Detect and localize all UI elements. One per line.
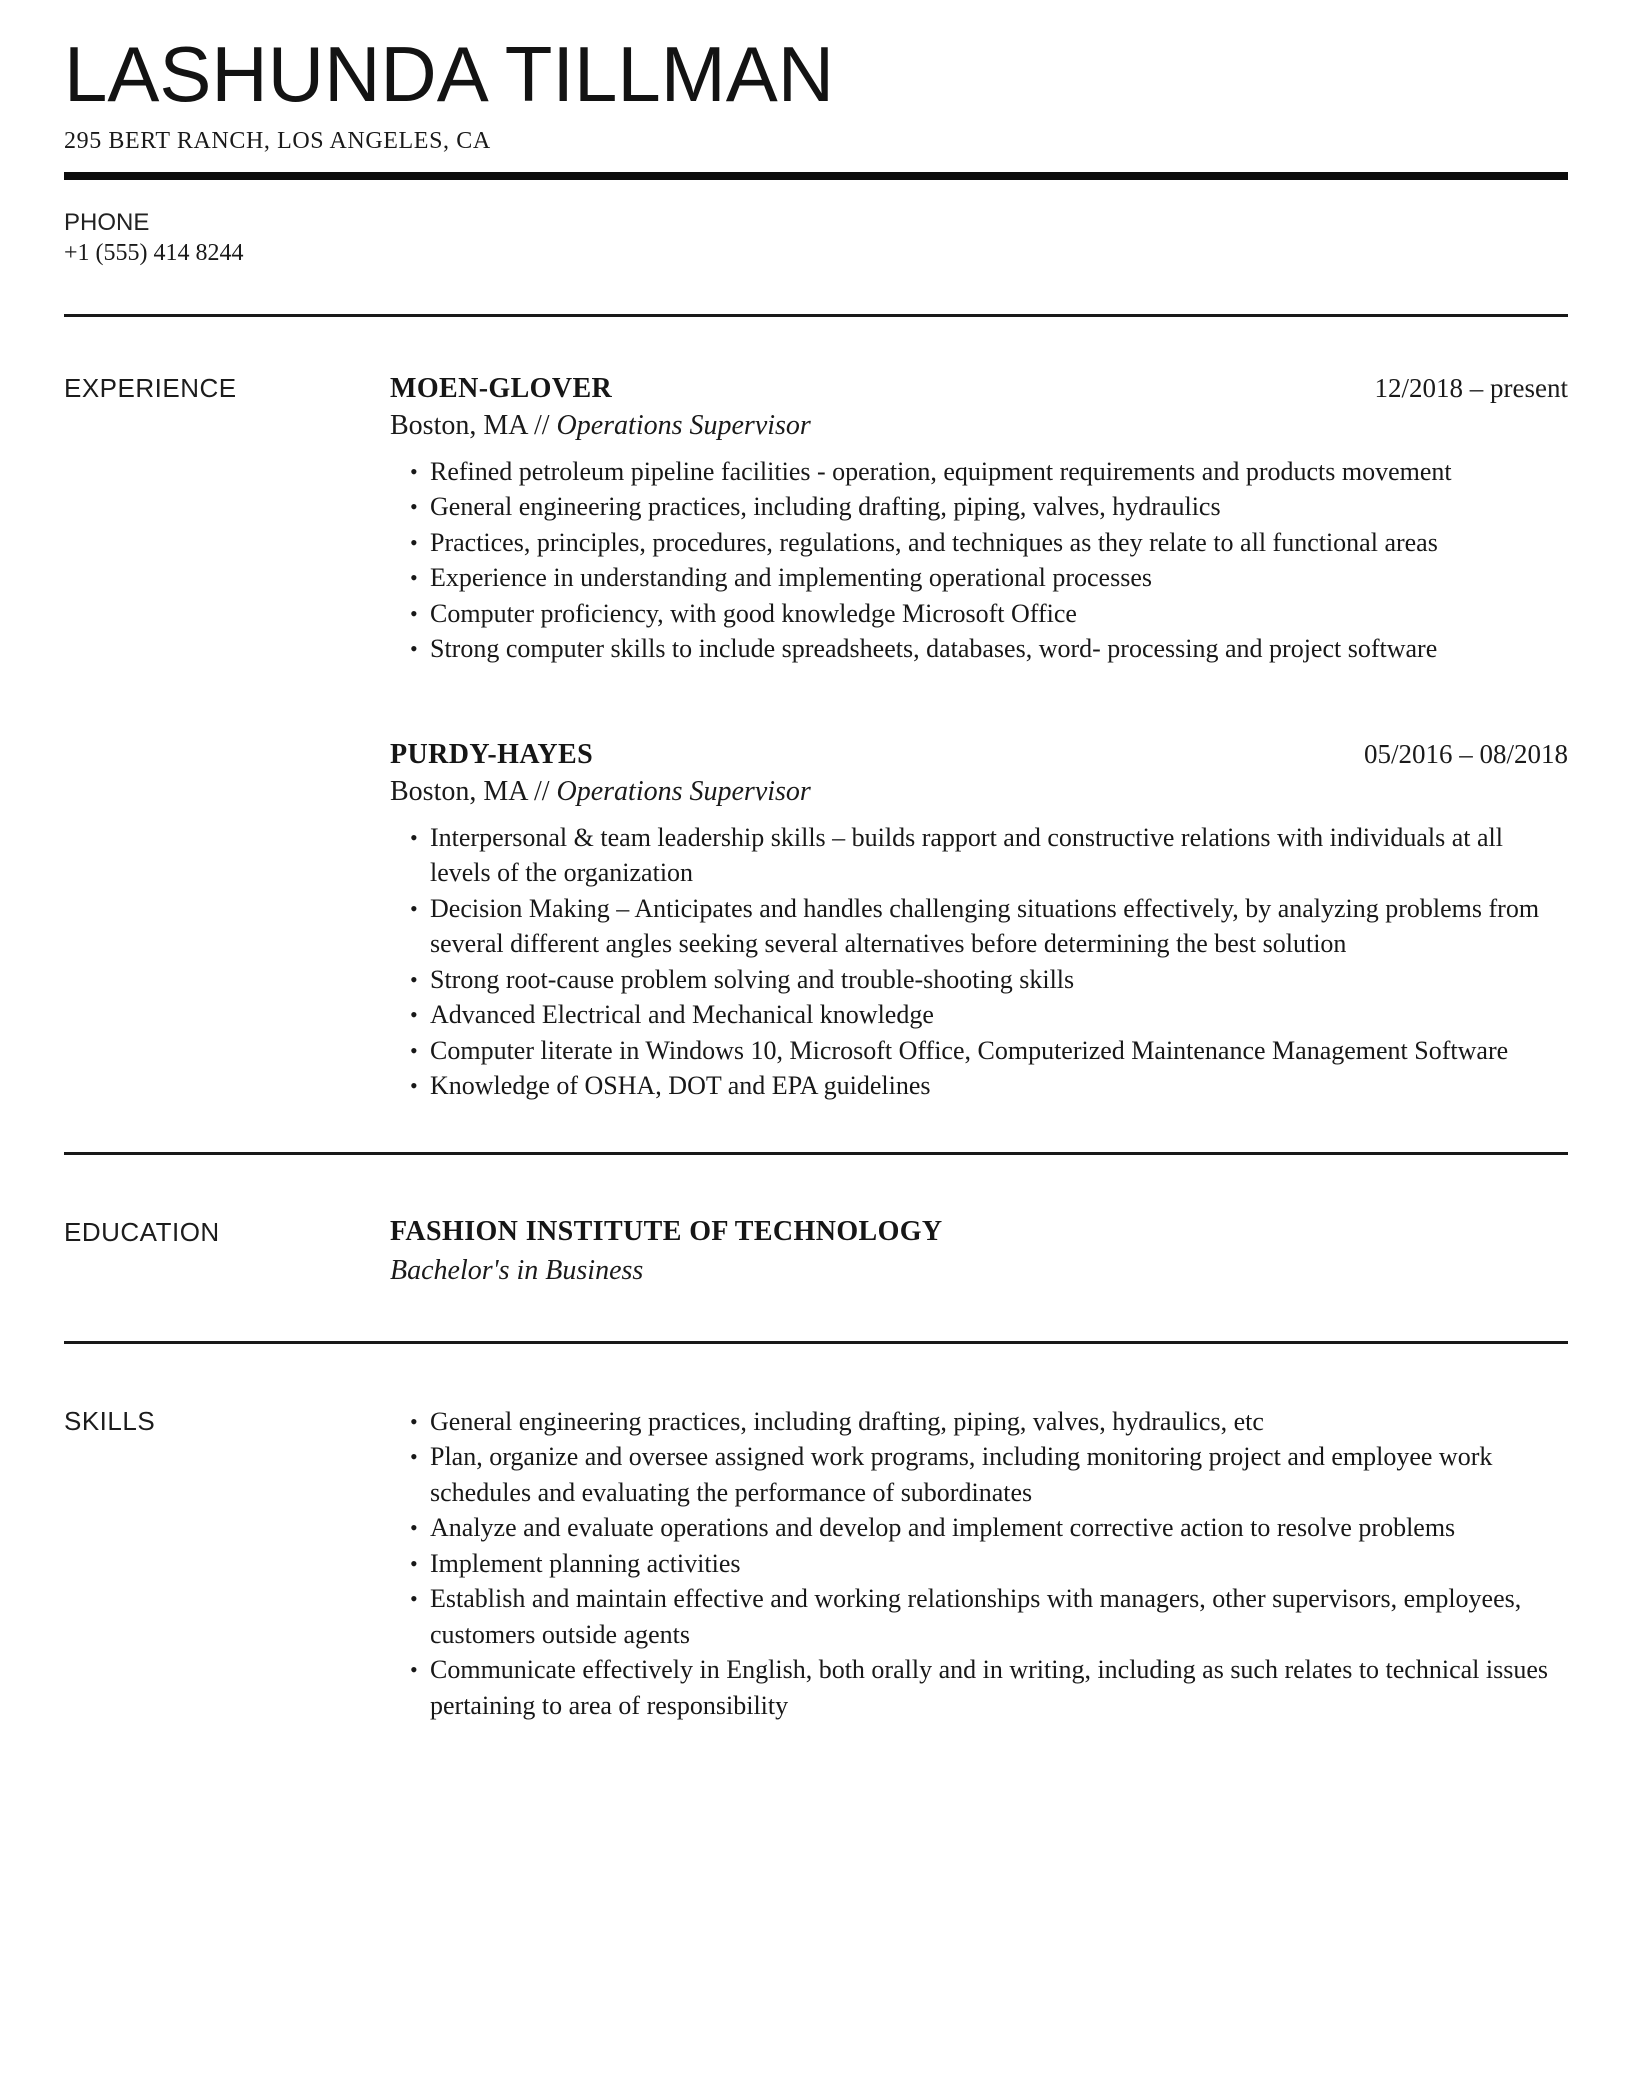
- job-separator: //: [533, 775, 550, 807]
- job-bullet-list: [390, 454, 1568, 667]
- education-section: [64, 1155, 1568, 1341]
- skills-section: [64, 1344, 1568, 1724]
- job-bullet-list: [390, 820, 1568, 1104]
- skills-bullet-list: [390, 1404, 1568, 1724]
- job-location: Boston, MA: [390, 775, 527, 807]
- bullet-item: • Computer literate in Windows 10, Microsoft Office, Computerized Maintenance Management Software: [390, 1033, 1568, 1069]
- job-subtitle: [390, 408, 1568, 444]
- skills-section-body: [390, 1404, 1568, 1724]
- job-role: Operations Supervisor: [556, 409, 811, 441]
- job-company: PURDY-HAYES: [390, 738, 594, 770]
- bullet-item: • Establish and maintain effective and working relationships with managers, other supervisors, employees, customers outside agents: [390, 1581, 1568, 1652]
- bullet-item: • Practices, principles, procedures, regulations, and techniques as they relate to all functional areas: [390, 525, 1568, 561]
- contact-block: [64, 208, 1568, 268]
- bullet-item: • Advanced Electrical and Mechanical knowledge: [390, 997, 1568, 1033]
- job-dates: 05/2016 – 08/2018: [1363, 738, 1568, 769]
- education-degree: Bachelor's in Business: [390, 1254, 644, 1286]
- candidate-address: 295 BERT RANCH, LOS ANGELES, CA: [64, 127, 491, 154]
- bullet-item: • Computer proficiency, with good knowledge Microsoft Office: [390, 596, 1568, 632]
- job-company: MOEN-GLOVER: [390, 372, 613, 404]
- bullet-item: • Analyze and evaluate operations and develop and implement corrective action to resolve problems: [390, 1510, 1568, 1546]
- experience-section: [64, 317, 1568, 1152]
- bullet-item: • Decision Making – Anticipates and handles challenging situations effectively, by analyzing problems from several different angles seeking several alternatives before determining the best solution: [390, 891, 1568, 962]
- bullet-item: • Plan, organize and oversee assigned work programs, including monitoring project and employee work schedules and evaluating the performance of subordinates: [390, 1439, 1568, 1510]
- bullet-item: • Strong root-cause problem solving and trouble-shooting skills: [390, 962, 1568, 998]
- job-subtitle: [390, 774, 1568, 810]
- job-separator: //: [533, 409, 550, 441]
- candidate-name: LASHUNDA TILLMAN: [64, 30, 835, 118]
- skills-section-label: SKILLS: [64, 1405, 156, 1436]
- education-section-body: [390, 1215, 1568, 1289]
- job-header: [390, 371, 1568, 406]
- job-role: Operations Supervisor: [556, 775, 811, 807]
- job-dates: 12/2018 – present: [1374, 372, 1568, 403]
- experience-section-body: [390, 371, 1568, 1104]
- job-entry: [390, 371, 1568, 667]
- bullet-item: • General engineering practices, including drafting, piping, valves, hydraulics: [390, 489, 1568, 525]
- bullet-item: • Implement planning activities: [390, 1546, 1568, 1582]
- bullet-item: • Knowledge of OSHA, DOT and EPA guidelines: [390, 1068, 1568, 1104]
- bullet-item: • Strong computer skills to include spreadsheets, databases, word- processing and project software: [390, 631, 1568, 667]
- education-section-label: EDUCATION: [64, 1216, 220, 1247]
- resume-header: [64, 30, 1568, 156]
- phone-label: PHONE: [64, 208, 150, 236]
- bullet-item: • Experience in understanding and implementing operational processes: [390, 560, 1568, 596]
- job-entry: [390, 737, 1568, 1104]
- bullet-item: • Interpersonal & team leadership skills – builds rapport and constructive relations with individuals at all levels of the organization: [390, 820, 1568, 891]
- experience-section-label: EXPERIENCE: [64, 372, 237, 403]
- bullet-item: • Refined petroleum pipeline facilities - operation, equipment requirements and products movement: [390, 454, 1568, 490]
- phone-number: +1 (555) 414 8244: [64, 239, 244, 266]
- education-school: FASHION INSTITUTE OF TECHNOLOGY: [390, 1215, 943, 1247]
- job-header: [390, 737, 1568, 772]
- header-divider: [64, 172, 1568, 180]
- job-location: Boston, MA: [390, 409, 527, 441]
- bullet-item: • General engineering practices, including drafting, piping, valves, hydraulics, etc: [390, 1404, 1568, 1440]
- bullet-item: • Communicate effectively in English, both orally and in writing, including as such relates to technical issues pertaining to area of responsibility: [390, 1652, 1568, 1723]
